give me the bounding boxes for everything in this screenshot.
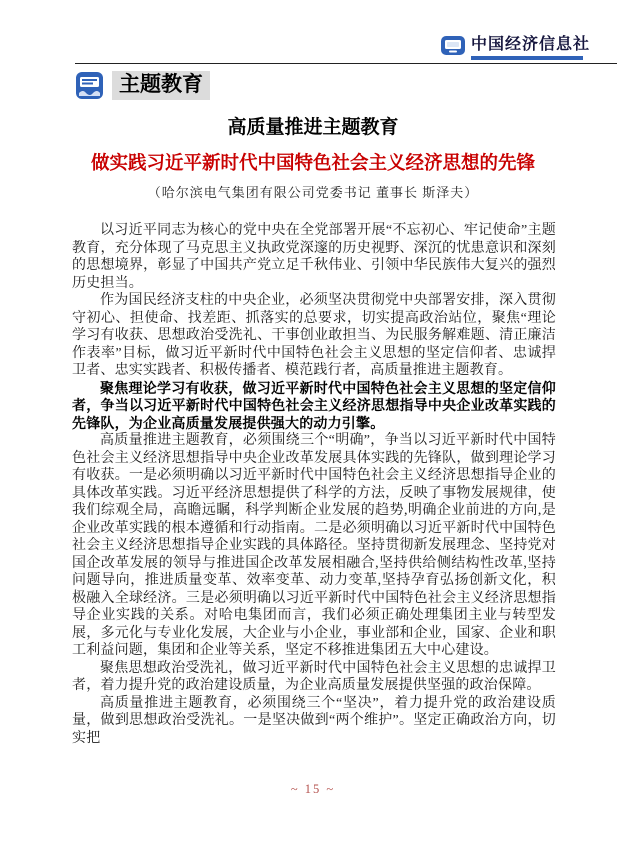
body-paragraph: 聚焦思想政治受洗礼，做习近平新时代中国特色社会主义思想的忠诚捍卫者，着力提升党的政治建设质量，为企业高质量发展提供坚强的政治保障。 <box>72 660 556 693</box>
article-subtitle: 做实践习近平新时代中国特色社会主义经济思想的先锋 <box>90 152 535 173</box>
body-paragraph: 以习近平同志为核心的党中央在全党部署开展“不忘初心、牢记使命”主题教育，充分体现了马克思主义执政党深邃的历史视野、深沉的忧患意识和深刻的思想境界，彰显了中国共产党立足千秋伟业、引领中华民族伟大复兴的强烈历史担当。 <box>72 223 556 291</box>
masthead <box>441 36 590 60</box>
article-title: 高质量推进主题教育 <box>227 117 399 138</box>
body-paragraph: 高质量推进主题教育，必须围绕三个“坚决”，着力提升党的政治建设质量，做到思想政治受洗礼。一是坚决做到“两个维护”。坚定正确政治方向，切实把 <box>72 695 556 746</box>
logo-text-block <box>471 36 590 60</box>
monitor-icon <box>441 36 465 57</box>
body-paragraph: 高质量推进主题教育，必须围绕三个“明确”，争当以习近平新时代中国特色社会主义经济思想指导中央企业改革发展具体实践的先锋队，做到理论学习有收获。一是必须明确以习近平新时代中国特色社会主义经济思想指导企业的具体改革实践。习近平经济思想提供了科学的方法，反映了事物发展规律，使我们综观全局，高瞻远瞩，科学判断企业发展的趋势,明确企业前进的方向,是企业改革实践的根本遵循和行动指南。二是必须明确以习近平新时代中国特色社会主义经济思想指导企业实践的具体路径。坚持贯彻新发展理念、坚持党对国企改革发展的领导与推进国企改革发展相融合,坚持供给侧结构性改革,坚持问题导向，推进质量变革、效率变革、动力变革,坚持孕育弘扬创新文化，积极融入全球经济。三是必须明确以习近平新时代中国特色社会主义经济思想指导企业实践的关系。对哈电集团而言，我们必须正确处理集团主业与转型发展，多元化与专业化发展，大企业与小企业，事业部和企业，国家、企业和职工利益问题，集团和企业等关系，坚定不移推进集团五大中心建设。 <box>72 433 556 658</box>
title-block <box>0 116 626 202</box>
header-divider <box>75 63 617 64</box>
body-paragraph: 作为国民经济支柱的中央企业，必须坚决贯彻党中央部署安排，深入贯彻守初心、担使命、找差距、抓落实的总要求，切实提高政治站位，聚焦“理论学习有收获、思想政治受洗礼、干事创业敢担当、为民服务解难题、清正廉洁作表率”目标，做习近平新时代中国特色社会主义思想的坚定信仰者、忠诚捍卫者、忠实实践者、积极传播者、模范践行者，高质量推进主题教育。 <box>72 293 556 378</box>
section-badge <box>76 71 210 100</box>
logo-tagline-bar <box>471 56 583 60</box>
article-body <box>72 222 556 747</box>
article-byline: （哈尔滨电气集团有限公司党委书记 董事长 斯泽夫） <box>147 185 479 200</box>
emphasis-paragraph: 聚焦理论学习有收获，做习近平新时代中国特色社会主义思想的坚定信仰者，争当以习近平新时代中国特色社会主义经济思想指导中央企业改革实践的先锋队，为企业高质量发展提供强大的动力引擎。 <box>72 379 556 431</box>
page-number: ~ 15 ~ <box>290 782 336 796</box>
banner-book-icon <box>76 72 103 99</box>
section-badge-label: 主题教育 <box>112 71 210 100</box>
org-name: 中国经济信息社 <box>470 36 590 53</box>
